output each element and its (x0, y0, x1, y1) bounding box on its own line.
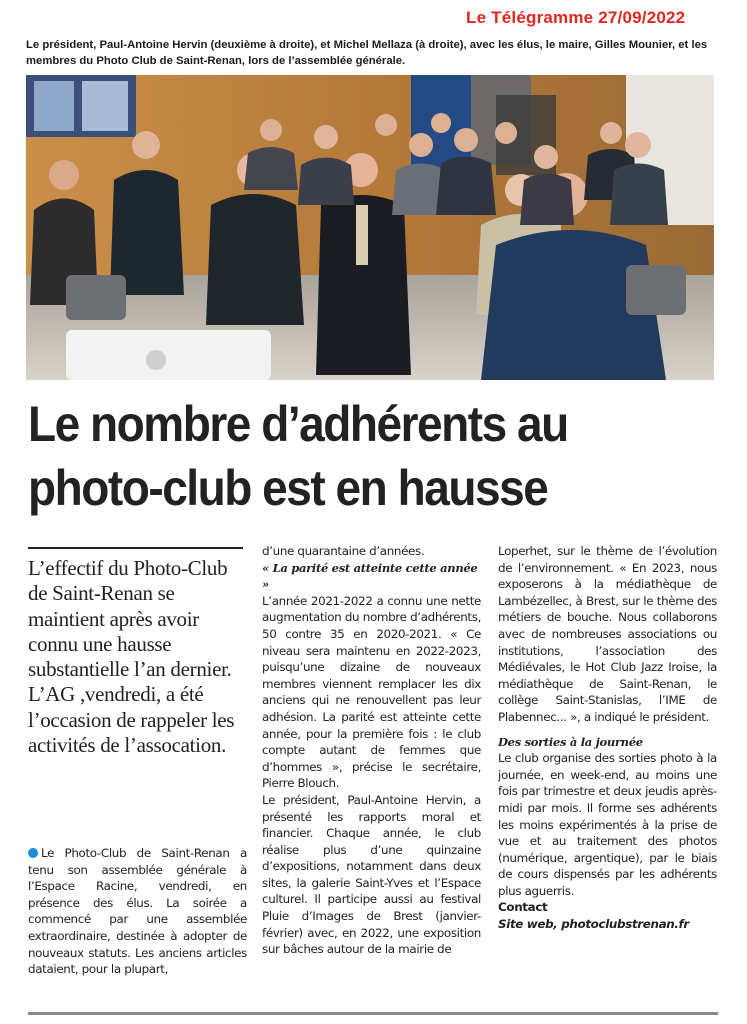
paragraph-intro-text: Le Photo-Club de Saint-Renan a tenu son assemblée générale à l’Espace Racine, vendredi, en présence des élus. La soirée a commencé par une assemblée extraordinaire, destinée à adopter de nouveaux statuts. Les anciens articles dataient, pour la plupart, (28, 846, 247, 977)
article-column-1 (28, 845, 247, 978)
article-column-2 (262, 543, 481, 958)
contact-label: Contact (498, 900, 548, 915)
article-column-3 (498, 543, 717, 933)
paragraph-president-continued: Loperhet, sur le thème de l’évolution de l’environnement. « En 2023, nous exposerons à la médiathèque de Lambézellec, à Brest, sur le thème des métiers de bouche. Nous collaborons avec de nombreuses associations ou institutions, l’association des Médiévales, le Hot Club Jazz Iroise, la médiathèque de Saint-Renan, le collège Saint-Stanislas, l’IME de Plabennec... », a indiqué le président. (498, 544, 717, 724)
bottom-divider (28, 1012, 718, 1015)
newspaper-source-date: Le Télégramme 27/09/2022 (466, 8, 686, 27)
subheading-sorties: Des sorties à la journée (498, 734, 643, 749)
group-photo-illustration (26, 75, 714, 380)
paragraph-intro-continued: d’une quarantaine d’années. (262, 544, 425, 558)
paragraph-sorties: Le club organise des sorties photo à la journée, en week-end, au moins une fois par trimestre et deux jeudis après-midi par mois. Il forme ses adhérents les moins expérimentés à la prise de vue et au traitement des photos (numérique, argentique), par le biais de cours dispensés par les adhérents plus aguerris. (498, 751, 717, 898)
paragraph-president: Le président, Paul-Antoine Hervin, a présenté les rapports moral et financier. Chaque année, le club réalise plus d’une quinzaine d’expositions, notamment dans deux sites, la galerie Saint-Yves et l’Espace culturel. Il participe aussi au festival Pluie d’Images de Brest (janvier-février) avec, en 2022, une exposition sur bâches autour de la mairie de (262, 792, 481, 957)
bullet-dot-icon (28, 848, 38, 858)
photo-caption: Le président, Paul-Antoine Hervin (deuxième à droite), et Michel Mellaza (à droite), avec les élus, le maire, Gilles Mounier, et les membres du Photo Club de Saint-Renan, lors de l’assemblée générale. (26, 39, 708, 67)
lead-divider (28, 547, 243, 549)
subheading-parite: « La parité est atteinte cette année » (262, 560, 478, 592)
paragraph-adherents: L’année 2021-2022 a connu une nette augmentation du nombre d’adhérents, 50 contre 35 en 2020-2021. « Ce niveau sera maintenu en 2022-2023, puisqu’une dizaine de nouveaux membres viennent remplacer les dix anciens qui ne renouvellent pas leur adhésion. La parité est atteinte cette année, pour la première fois : le club compte autant de femmes que d’hommes », précise le secrétaire, Pierre Blouch. (262, 593, 481, 791)
headline: Le nombre d’adhérents au photo-club est en hausse (28, 396, 568, 516)
paragraph-intro (28, 845, 247, 978)
website-link[interactable]: Site web, photoclubstrenan.fr (498, 917, 689, 932)
lead-paragraph: L’effectif du Photo-Club de Saint-Renan se maintient après avoir connu une hausse substantielle l’an dernier. L’AG ,vendredi, a été l’occasion de rappeler les activités de l’assocation. (28, 556, 235, 758)
group-photo (26, 75, 714, 380)
